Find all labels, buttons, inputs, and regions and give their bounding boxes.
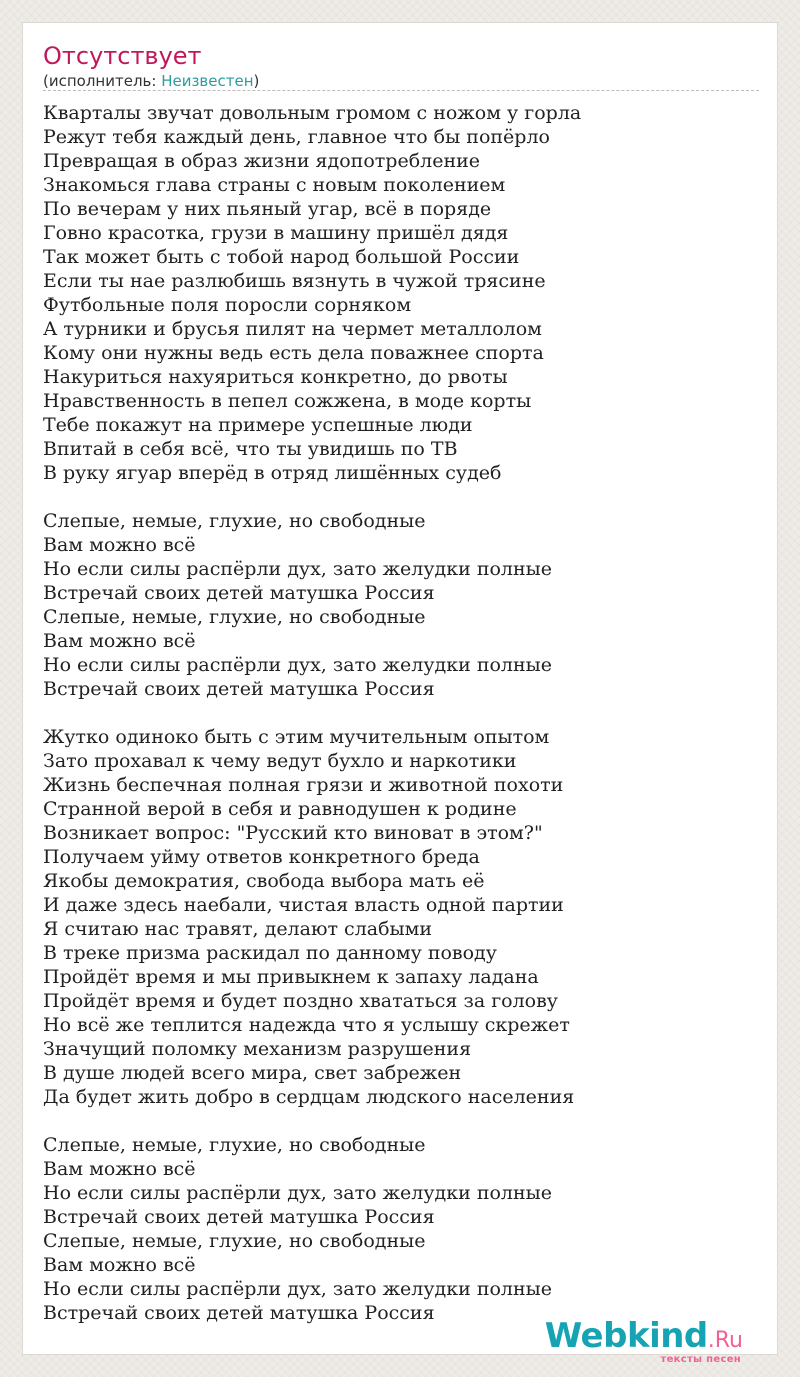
logo-tagline: тексты песен bbox=[660, 1354, 741, 1365]
lyrics-stanza bbox=[43, 101, 763, 485]
logo-main-text: Webkind bbox=[544, 1316, 708, 1356]
lyrics-line: Кварталы звучат довольным громом с ножом у горла bbox=[43, 102, 582, 124]
lyrics-line: Превращая в образ жизни ядопотребление bbox=[43, 150, 481, 172]
lyrics-line: Пройдёт время и будет поздно хвататься за голову bbox=[43, 990, 558, 1012]
lyrics-line: Но если силы распёрли дух, зато желудки полные bbox=[43, 1278, 553, 1300]
lyrics-line: Говно красотка, грузи в машину пришёл дядя bbox=[43, 222, 509, 244]
artist-prefix: (исполнитель: bbox=[43, 72, 162, 90]
lyrics-line: Странной верой в себя и равнодушен к родине bbox=[43, 798, 517, 820]
lyrics-stanza bbox=[43, 509, 763, 701]
lyrics-line: Так может быть с тобой народ большой России bbox=[43, 246, 520, 268]
lyrics-line: Встречай своих детей матушка Россия bbox=[43, 678, 435, 700]
lyrics-line: Встречай своих детей матушка Россия bbox=[43, 582, 435, 604]
lyrics-line: Слепые, немые, глухие, но свободные bbox=[43, 510, 426, 532]
lyrics-line: Если ты нае разлюбишь вязнуть в чужой трясине bbox=[43, 270, 546, 292]
lyrics-line: Слепые, немые, глухие, но свободные bbox=[43, 606, 426, 628]
lyrics-line: В руку ягуар вперёд в отряд лишённых судеб bbox=[43, 462, 502, 484]
lyrics-line: Вам можно всё bbox=[43, 1158, 196, 1180]
lyrics-line: Пройдёт время и мы привыкнем к запаху ладана bbox=[43, 966, 539, 988]
lyrics-line: Я считаю нас травят, делают слабыми bbox=[43, 918, 433, 940]
title-divider bbox=[43, 90, 759, 91]
lyrics-line: Слепые, немые, глухие, но свободные bbox=[43, 1230, 426, 1252]
lyrics-line: Тебе покажут на примере успешные люди bbox=[43, 414, 473, 436]
lyrics-line: В треке призма раскидал по данному поводу bbox=[43, 942, 497, 964]
lyrics-line: Зато прохавал к чему ведут бухло и наркотики bbox=[43, 750, 517, 772]
lyrics-line: Возникает вопрос: "Русский кто виноват в этом?" bbox=[43, 822, 543, 844]
logo-domain-text: .Ru bbox=[707, 1328, 743, 1353]
webkind-logo[interactable] bbox=[544, 1316, 743, 1365]
lyrics-line: Впитай в себя всё, что ты увидишь по ТВ bbox=[43, 438, 458, 460]
lyrics-line: Встречай своих детей матушка Россия bbox=[43, 1206, 435, 1228]
lyrics-line: Знакомься глава страны с новым поколением bbox=[43, 174, 506, 196]
lyrics-line: Вам можно всё bbox=[43, 1254, 196, 1276]
lyrics-line: Но если силы распёрли дух, зато желудки полные bbox=[43, 558, 553, 580]
lyrics-stanza bbox=[43, 725, 763, 1109]
lyrics-line: Встречай своих детей матушка Россия bbox=[43, 1302, 435, 1324]
lyrics-line: Жутко одиноко быть с этим мучительным опытом bbox=[43, 726, 550, 748]
lyrics-line: Режут тебя каждый день, главное что бы попёрло bbox=[43, 126, 550, 148]
lyrics-line: В душе людей всего мира, свет забрежен bbox=[43, 1062, 462, 1084]
lyrics-line: Нравственность в пепел сожжена, в моде корты bbox=[43, 390, 532, 412]
lyrics-line: Но всё же теплится надежда что я услышу скрежет bbox=[43, 1014, 570, 1036]
lyrics-line: Но если силы распёрли дух, зато желудки полные bbox=[43, 1182, 553, 1204]
lyrics-line: Но если силы распёрли дух, зато желудки полные bbox=[43, 654, 553, 676]
lyrics-body bbox=[43, 101, 763, 1349]
lyrics-line: По вечерам у них пьяный угар, всё в поряде bbox=[43, 198, 492, 220]
artist-line bbox=[43, 71, 259, 91]
lyrics-card bbox=[22, 22, 778, 1365]
lyrics-line: А турники и брусья пилят на чермет металлолом bbox=[43, 318, 542, 340]
lyrics-line: Слепые, немые, глухие, но свободные bbox=[43, 1134, 426, 1156]
lyrics-line: Значущий поломку механизм разрушения bbox=[43, 1038, 472, 1060]
lyrics-line: Футбольные поля поросли сорняком bbox=[43, 294, 412, 316]
lyrics-line: Кому они нужны ведь есть дела поважнее спорта bbox=[43, 342, 544, 364]
lyrics-stanza bbox=[43, 1133, 763, 1325]
song-title: Отсутствует bbox=[43, 42, 202, 70]
artist-link[interactable]: Неизвестен bbox=[161, 72, 254, 90]
lyrics-line: И даже здесь наебали, чистая власть одной партии bbox=[43, 894, 564, 916]
artist-suffix: ) bbox=[253, 72, 260, 90]
lyrics-line: Получаем уйму ответов конкретного бреда bbox=[43, 846, 480, 868]
lyrics-line: Да будет жить добро в сердцам людского населения bbox=[43, 1086, 575, 1108]
lyrics-line: Жизнь беспечная полная грязи и животной похоти bbox=[43, 774, 564, 796]
lyrics-line: Вам можно всё bbox=[43, 534, 196, 556]
lyrics-line: Вам можно всё bbox=[43, 630, 196, 652]
lyrics-line: Накуриться нахуяриться конкретно, до рвоты bbox=[43, 366, 508, 388]
lyrics-line: Якобы демократия, свобода выбора мать её bbox=[43, 870, 485, 892]
